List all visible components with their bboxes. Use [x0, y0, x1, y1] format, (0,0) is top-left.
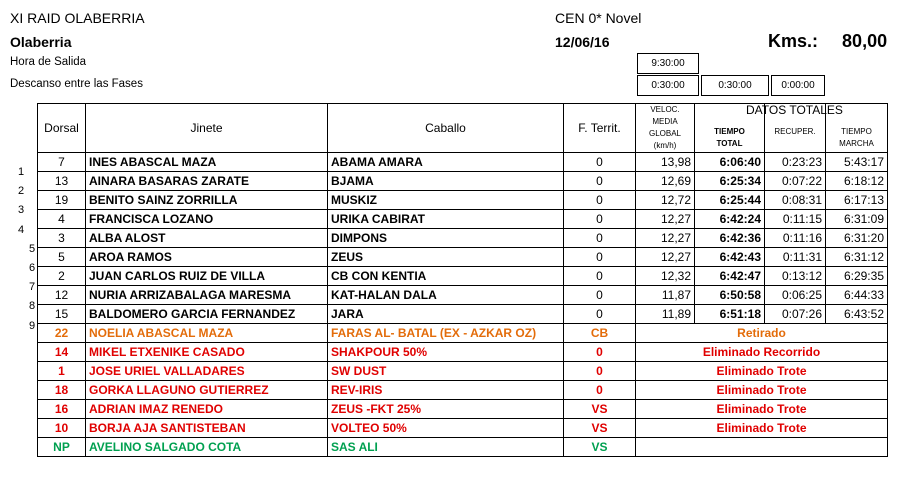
position-number: 9 [29, 319, 36, 332]
table-row [38, 267, 888, 286]
tiempo-total-cell: 6:50:58 [695, 286, 765, 305]
header-caballo: Caballo [328, 104, 564, 153]
tiempo-total-cell: 6:06:40 [695, 153, 765, 172]
event-title: XI RAID OLABERRIA [10, 10, 145, 26]
status-cell: Eliminado Trote [636, 419, 888, 438]
marcha-cell: 6:31:12 [826, 248, 888, 267]
dorsal-cell: 14 [38, 343, 86, 362]
veloc-cell: 12,69 [636, 172, 695, 191]
position-number: 7 [29, 281, 36, 294]
recuper-cell: 0:13:12 [765, 267, 826, 286]
jinete-cell: MIKEL ETXENIKE CASADO [86, 343, 328, 362]
tiempo-total-cell: 6:51:18 [695, 305, 765, 324]
territ-cell: 0 [564, 305, 636, 324]
table-row [38, 324, 888, 343]
marcha-cell: 6:44:33 [826, 286, 888, 305]
territ-cell: 0 [564, 286, 636, 305]
table-row [38, 191, 888, 210]
veloc-cell: 11,87 [636, 286, 695, 305]
tiempo-total-cell: 6:42:24 [695, 210, 765, 229]
caballo-cell: FARAS AL- BATAL (EX - AZKAR OZ) [328, 324, 564, 343]
header-veloc: VELOC. MEDIA GLOBAL (km/h) [636, 104, 695, 153]
status-cell: Eliminado Trote [636, 381, 888, 400]
jinete-cell: AROA RAMOS [86, 248, 328, 267]
table-row [38, 419, 888, 438]
table-row [38, 400, 888, 419]
kms-value: 80,00 [842, 31, 888, 51]
dorsal-cell: NP [38, 438, 86, 457]
event-date: 12/06/16 [555, 34, 610, 50]
dorsal-cell: 1 [38, 362, 86, 381]
dorsal-cell: 5 [38, 248, 86, 267]
status-cell [636, 438, 888, 457]
territ-cell: 0 [564, 153, 636, 172]
caballo-cell: ZEUS -FKT 25% [328, 400, 564, 419]
marcha-cell: 6:18:12 [826, 172, 888, 191]
header-dorsal: Dorsal [38, 104, 86, 153]
territ-cell: CB [564, 324, 636, 343]
event-place: Olaberria [10, 34, 72, 50]
jinete-cell: AINARA BASARAS ZARATE [86, 172, 328, 191]
position-number: 8 [29, 300, 36, 313]
dorsal-cell: 7 [38, 153, 86, 172]
table-row [38, 362, 888, 381]
dorsal-cell: 4 [38, 210, 86, 229]
results-table [37, 103, 888, 457]
jinete-cell: JOSE URIEL VALLADARES [86, 362, 328, 381]
caballo-cell: REV-IRIS [328, 381, 564, 400]
event-category: CEN 0* Novel [555, 10, 642, 26]
table-row [38, 172, 888, 191]
territ-cell: 0 [564, 267, 636, 286]
territ-cell: 0 [564, 343, 636, 362]
recuper-cell: 0:11:31 [765, 248, 826, 267]
kms-display [768, 31, 887, 52]
marcha-cell: 5:43:17 [826, 153, 888, 172]
table-row [38, 229, 888, 248]
recuper-cell: 0:07:22 [765, 172, 826, 191]
jinete-cell: FRANCISCA LOZANO [86, 210, 328, 229]
jinete-cell: BALDOMERO GARCIA FERNANDEZ [86, 305, 328, 324]
status-cell: Eliminado Recorrido [636, 343, 888, 362]
jinete-cell: BENITO SAINZ ZORRILLA [86, 191, 328, 210]
table-row [38, 305, 888, 324]
position-number: 5 [29, 242, 36, 255]
datos-totales-label: DATOS TOTALES [746, 103, 843, 117]
descanso-label: Descanso entre las Fases [10, 78, 143, 90]
territ-cell: 0 [564, 362, 636, 381]
position-number: 3 [18, 204, 25, 217]
position-number: 1 [18, 166, 25, 178]
header-recuper: RECUPER. [765, 104, 826, 153]
tiempo-total-cell: 6:25:44 [695, 191, 765, 210]
recuper-cell: 0:11:16 [765, 229, 826, 248]
dorsal-cell: 13 [38, 172, 86, 191]
header-territ: F. Territ. [564, 104, 636, 153]
jinete-cell: BORJA AJA SANTISTEBAN [86, 419, 328, 438]
jinete-cell: GORKA LLAGUNO GUTIERREZ [86, 381, 328, 400]
caballo-cell: SAS ALI [328, 438, 564, 457]
veloc-cell: 12,72 [636, 191, 695, 210]
header-tiempo-marcha: TIEMPO MARCHA [826, 104, 888, 153]
dorsal-cell: 22 [38, 324, 86, 343]
recuper-cell: 0:11:15 [765, 210, 826, 229]
dorsal-cell: 2 [38, 267, 86, 286]
dorsal-cell: 16 [38, 400, 86, 419]
status-cell: Retirado [636, 324, 888, 343]
jinete-cell: ADRIAN IMAZ RENEDO [86, 400, 328, 419]
kms-label: Kms.: [768, 31, 819, 51]
recuper-cell: 0:23:23 [765, 153, 826, 172]
jinete-cell: ALBA ALOST [86, 229, 328, 248]
table-row [38, 438, 888, 457]
position-number: 2 [18, 185, 25, 198]
jinete-cell: INES ABASCAL MAZA [86, 153, 328, 172]
territ-cell: 0 [564, 229, 636, 248]
territ-cell: 0 [564, 248, 636, 267]
jinete-cell: NURIA ARRIZABALAGA MARESMA [86, 286, 328, 305]
marcha-cell: 6:31:09 [826, 210, 888, 229]
caballo-cell: SHAKPOUR 50% [328, 343, 564, 362]
recuper-cell: 0:07:26 [765, 305, 826, 324]
territ-cell: VS [564, 438, 636, 457]
marcha-cell: 6:43:52 [826, 305, 888, 324]
table-row [38, 153, 888, 172]
table-row [38, 210, 888, 229]
dorsal-cell: 19 [38, 191, 86, 210]
header-tiempo-total: TIEMPO TOTAL [695, 104, 765, 153]
header-jinete: Jinete [86, 104, 328, 153]
status-cell: Eliminado Trote [636, 400, 888, 419]
tiempo-total-cell: 6:25:34 [695, 172, 765, 191]
caballo-cell: JARA [328, 305, 564, 324]
veloc-cell: 12,27 [636, 248, 695, 267]
dorsal-cell: 12 [38, 286, 86, 305]
dorsal-cell: 15 [38, 305, 86, 324]
status-cell: Eliminado Trote [636, 362, 888, 381]
recuper-cell: 0:08:31 [765, 191, 826, 210]
marcha-cell: 6:17:13 [826, 191, 888, 210]
veloc-cell: 12,32 [636, 267, 695, 286]
caballo-cell: VOLTEO 50% [328, 419, 564, 438]
table-row [38, 381, 888, 400]
dorsal-cell: 10 [38, 419, 86, 438]
table-row [38, 343, 888, 362]
dorsal-cell: 18 [38, 381, 86, 400]
tiempo-total-cell: 6:42:47 [695, 267, 765, 286]
recuper-cell: 0:06:25 [765, 286, 826, 305]
table-row [38, 248, 888, 267]
territ-cell: VS [564, 400, 636, 419]
territ-cell: 0 [564, 381, 636, 400]
hora-salida-value: 9:30:00 [637, 53, 699, 74]
jinete-cell: AVELINO SALGADO COTA [86, 438, 328, 457]
table-row [38, 286, 888, 305]
descanso-value-2: 0:30:00 [701, 75, 769, 96]
hora-salida-label: Hora de Salida [10, 56, 87, 68]
caballo-cell: ZEUS [328, 248, 564, 267]
marcha-cell: 6:31:20 [826, 229, 888, 248]
marcha-cell: 6:29:35 [826, 267, 888, 286]
caballo-cell: MUSKIZ [328, 191, 564, 210]
territ-cell: 0 [564, 210, 636, 229]
descanso-value-3: 0:00:00 [771, 75, 825, 96]
caballo-cell: ABAMA AMARA [328, 153, 564, 172]
territ-cell: 0 [564, 191, 636, 210]
caballo-cell: BJAMA [328, 172, 564, 191]
caballo-cell: DIMPONS [328, 229, 564, 248]
tiempo-total-cell: 6:42:36 [695, 229, 765, 248]
jinete-cell: JUAN CARLOS RUIZ DE VILLA [86, 267, 328, 286]
caballo-cell: SW DUST [328, 362, 564, 381]
caballo-cell: KAT-HALAN DALA [328, 286, 564, 305]
caballo-cell: CB CON KENTIA [328, 267, 564, 286]
veloc-cell: 13,98 [636, 153, 695, 172]
descanso-value-1: 0:30:00 [637, 75, 699, 96]
veloc-cell: 12,27 [636, 229, 695, 248]
position-number: 6 [29, 262, 36, 274]
veloc-cell: 11,89 [636, 305, 695, 324]
dorsal-cell: 3 [38, 229, 86, 248]
jinete-cell: NOELIA ABASCAL MAZA [86, 324, 328, 343]
territ-cell: 0 [564, 172, 636, 191]
territ-cell: VS [564, 419, 636, 438]
veloc-cell: 12,27 [636, 210, 695, 229]
caballo-cell: URIKA CABIRAT [328, 210, 564, 229]
position-number: 4 [18, 223, 25, 236]
tiempo-total-cell: 6:42:43 [695, 248, 765, 267]
